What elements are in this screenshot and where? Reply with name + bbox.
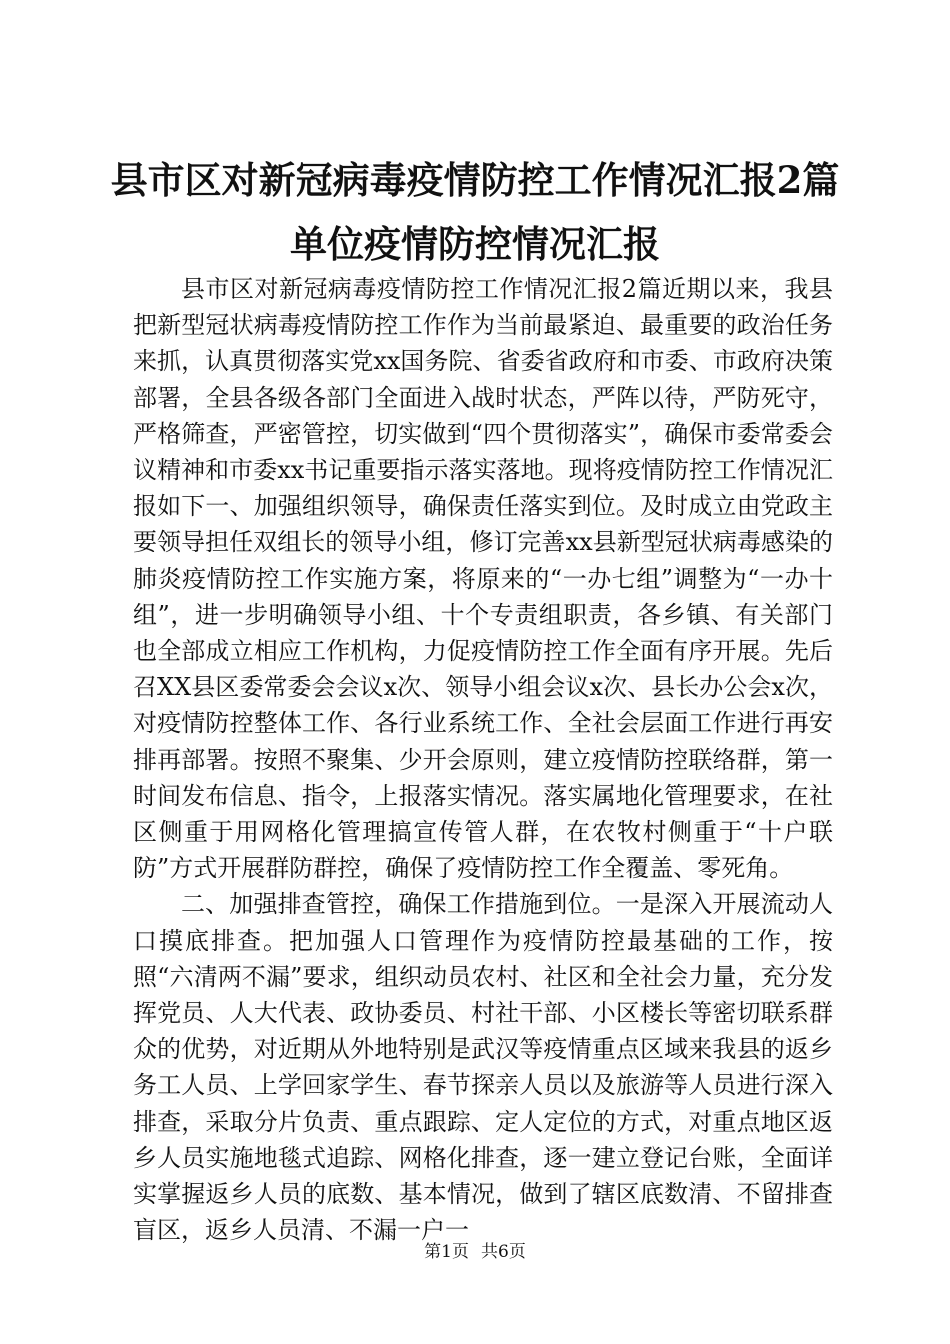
document-body (133, 271, 833, 1248)
paragraph-2: 二、加强排查管控，确保工作措施到位。一是深入开展流动人口摸底排查。把加强人口管理作为疫情防控最基础的工作，按照“六清两不漏”要求，组织动员农村、社区和全社会力量，充分发挥党员、人大代表、政协委员、村社干部、小区楼长等密切联系群众的优势，对近期从外地特别是武汉等疫情重点区域来我县的返乡务工人员、上学回家学生、春节探亲人员以及旅游等人员进行深入排查，采取分片负责、重点跟踪、定人定位的方式，对重点地区返乡人员实施地毯式追踪、网格化排查，逐一建立登记台账，全面详实掌握返乡人员的底数、基本情况，做到了辖区底数清、不留排查盲区，返乡人员清、不漏一户一 (133, 890, 833, 1245)
document-title: 县市区对新冠病毒疫情防控工作情况汇报2篇 (110, 158, 840, 202)
page-footer (0, 1240, 950, 1264)
page-number: 第1页 (424, 1242, 469, 1262)
document-subtitle: 单位疫情防控情况汇报 (290, 222, 660, 266)
page-total: 共6页 (481, 1242, 526, 1262)
paragraph-1: 县市区对新冠病毒疫情防控工作情况汇报2篇近期以来，我县把新型冠状病毒疫情防控工作作为当前最紧迫、最重要的政治任务来抓，认真贯彻落实党xx国务院、省委省政府和市委、市政府决策部署，全县各级各部门全面进入战时状态，严阵以待，严防死守，严格筛查，严密管控，切实做到“四个贯彻落实”，确保市委常委会议精神和市委xx书记重要指示落实落地。现将疫情防控工作情况汇报如下一、加强组织领导，确保责任落实到位。及时成立由党政主要领导担任双组长的领导小组，修订完善xx县新型冠状病毒感染的肺炎疫情防控工作实施方案，将原来的“一办七组”调整为“一办十组”，进一步明确领导小组、十个专责组职责，各乡镇、有关部门也全部成立相应工作机构，力促疫情防控工作全面有序开展。先后召XX县区委常委会会议x次、领导小组会议x次、县长办公会x次，对疫情防控整体工作、各行业系统工作、全社会层面工作进行再安排再部署。按照不聚集、少开会原则，建立疫情防控联络群，第一时间发布信息、指令，上报落实情况。落实属地化管理要求，在社区侧重于用网格化管理搞宣传管人群，在农牧村侧重于“十户联防”方式开展群防群控，确保了疫情防控工作全覆盖、零死角。 (133, 275, 833, 883)
